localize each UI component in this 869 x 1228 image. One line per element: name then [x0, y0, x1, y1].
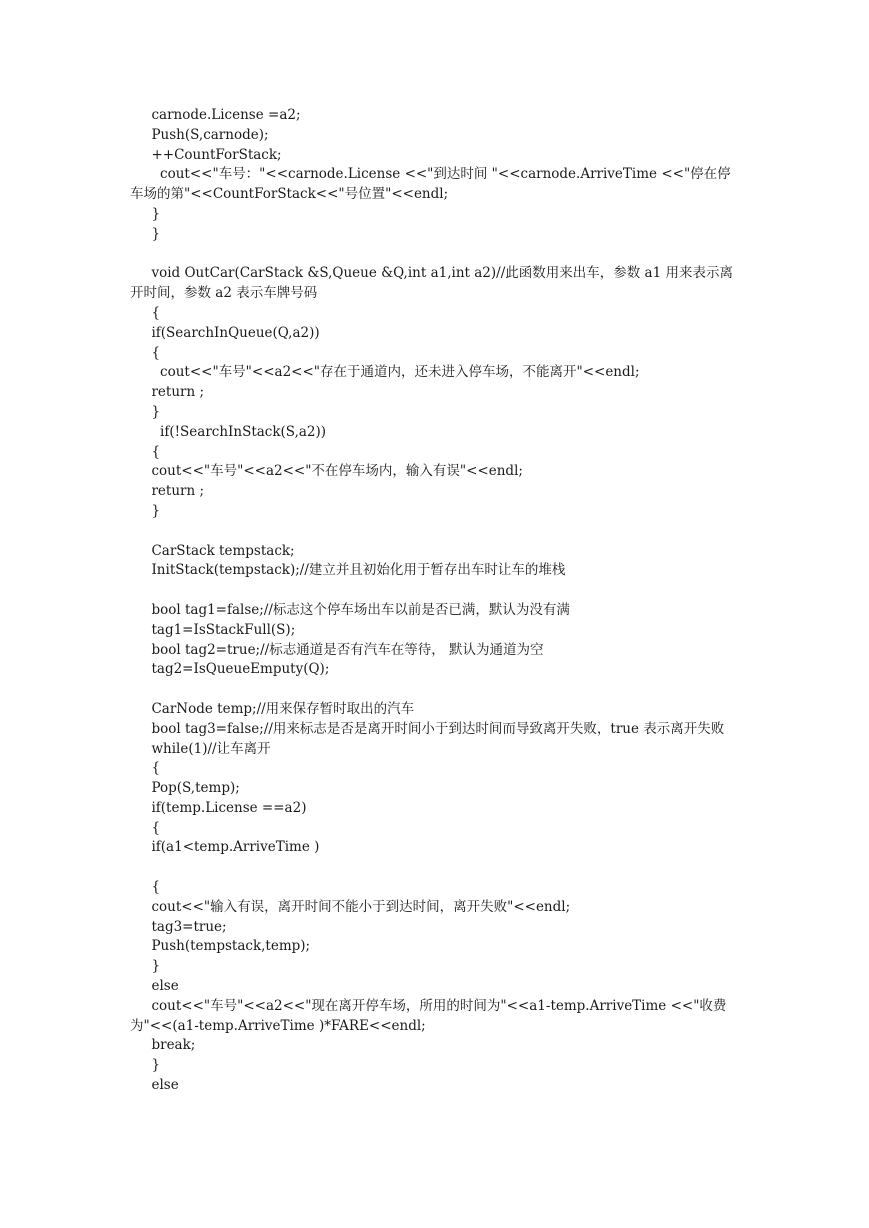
code-line: }: [130, 403, 161, 420]
code-line: Pop(S,temp);: [130, 780, 240, 797]
code-line: cout<<"车号"<<a2<<"不在停车场内，输入有误"<<endl;: [130, 463, 523, 480]
code-line: bool tag2=true;//标志通道是否有汽车在等待， 默认为通道为空: [130, 641, 544, 658]
code-line: break;: [130, 1037, 196, 1054]
code-line: {: [130, 443, 161, 460]
code-line: if(a1<temp.ArriveTime ): [130, 839, 320, 856]
code-line: }: [130, 205, 161, 222]
code-line: else: [130, 978, 179, 995]
code-line: {: [130, 819, 161, 836]
code-line: else: [130, 1077, 179, 1094]
code-line: void OutCar(CarStack &S,Queue &Q,int a1,int a2)//此函数用来出车，参数 a1 用来表示离开时间，参数 a2 表示车牌号码: [130, 265, 733, 302]
code-line: return ;: [130, 483, 205, 500]
code-line: [130, 858, 742, 878]
code-line: CarNode temp;//用来保存暂时取出的汽车: [130, 700, 415, 717]
code-line: return ;: [130, 384, 205, 401]
code-line: }: [130, 502, 161, 519]
code-listing: [130, 106, 742, 1096]
code-line: {: [130, 344, 161, 361]
code-line: [130, 522, 742, 542]
code-line: [130, 245, 742, 265]
code-line: Push(tempstack,temp);: [130, 938, 311, 955]
code-line: [130, 680, 742, 700]
code-line: carnode.License =a2;: [130, 107, 301, 123]
code-line: {: [130, 879, 161, 896]
code-line: }: [130, 958, 161, 975]
code-line: {: [130, 760, 161, 777]
code-line: cout<<"车号"<<a2<<"存在于通道内，还未进入停车场，不能离开"<<endl;: [130, 364, 640, 381]
code-line: while(1)//让车离开: [130, 740, 271, 757]
code-line: if(temp.License ==a2): [130, 799, 307, 816]
code-line: }: [130, 1057, 161, 1074]
code-line: if(!SearchInStack(S,a2)): [130, 423, 327, 440]
code-line: ++CountForStack;: [130, 146, 282, 163]
code-line: cout<<"车号："<<carnode.License <<"到达时间 "<<carnode.ArriveTime <<"停在停车场的第"<<CountForStack<<"号位置"<<endl;: [130, 166, 731, 203]
code-line: tag1=IsStackFull(S);: [130, 621, 296, 638]
code-line: bool tag1=false;//标志这个停车场出车以前是否已满，默认为没有满: [130, 601, 570, 618]
code-line: [130, 581, 742, 601]
code-line: bool tag3=false;//用来标志是否是离开时间小于到达时间而导致离开失败，true 表示离开失败: [130, 720, 725, 737]
code-line: Push(S,carnode);: [130, 126, 269, 143]
code-line: if(SearchInQueue(Q,a2)): [130, 324, 320, 341]
code-line: }: [130, 225, 161, 242]
code-line: cout<<"输入有误，离开时间不能小于到达时间，离开失败"<<endl;: [130, 898, 571, 915]
code-line: tag2=IsQueueEmputy(Q);: [130, 661, 330, 678]
code-line: CarStack tempstack;: [130, 542, 295, 559]
code-line: InitStack(tempstack);//建立并且初始化用于暂存出车时让车的堆栈: [130, 562, 566, 579]
code-line: cout<<"车号"<<a2<<"现在离开停车场，所用的时间为"<<a1-temp.ArriveTime <<"收费为"<<(a1-temp.ArriveTime )*FARE<<endl;: [130, 997, 727, 1034]
code-line: {: [130, 304, 161, 321]
code-line: tag3=true;: [130, 918, 227, 935]
